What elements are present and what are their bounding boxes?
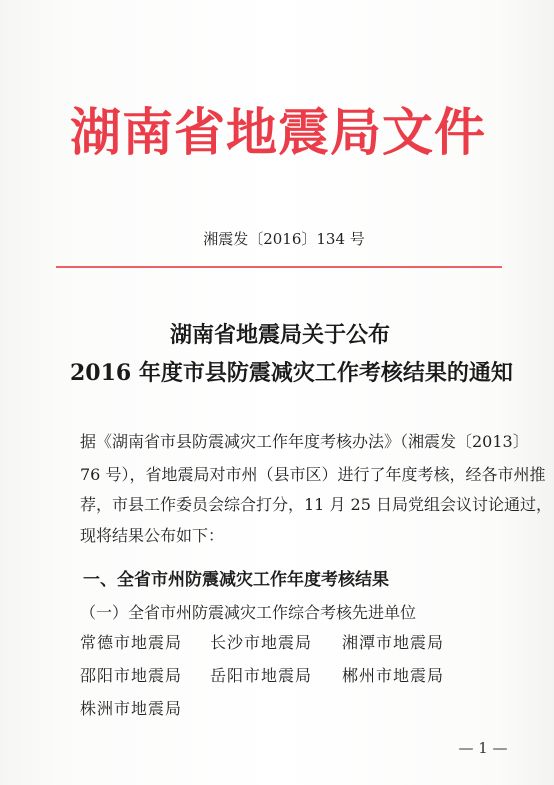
advanced-unit-zhuzhou: 株洲市地震局 <box>80 699 183 718</box>
advanced-unit-changde: 常德市地震局 <box>80 633 183 652</box>
body-line-2: 76 号），省地震局对市州（县市区）进行了年度考核，经各市州推 <box>80 465 546 484</box>
advanced-unit-yueyang: 岳阳市地震局 <box>210 666 313 685</box>
page-number: — 1 — <box>458 739 508 757</box>
body-line-1: 据《湖南省市县防震减灾工作年度考核办法》（湘震发〔2013〕 <box>80 432 529 451</box>
advanced-unit-chenzhou: 郴州市地震局 <box>342 666 445 685</box>
document-header-title: 湖南省地震局文件 <box>69 104 486 163</box>
body-line-3: 荐，市县工作委员会综合打分，11 月 25 日局党组会议讨论通过， <box>80 495 552 514</box>
main-title-line-1: 湖南省地震局关于公布 <box>169 322 390 348</box>
advanced-unit-shaoyang: 邵阳市地震局 <box>80 666 183 685</box>
red-divider-line <box>56 266 502 268</box>
section-heading-1: 一、全省市州防震减灾工作年度考核结果 <box>83 570 389 590</box>
document-number: 湘震发〔2016〕134 号 <box>203 230 365 248</box>
advanced-unit-changsha: 长沙市地震局 <box>210 633 313 652</box>
advanced-unit-xiangtan: 湘潭市地震局 <box>342 633 445 652</box>
main-title-line-2: 2016 年度市县防震减灾工作考核结果的通知 <box>70 360 513 386</box>
sub-heading-1: （一）全省市州防震减灾工作综合考核先进单位 <box>80 603 417 622</box>
body-line-4: 现将结果公布如下： <box>80 526 225 545</box>
